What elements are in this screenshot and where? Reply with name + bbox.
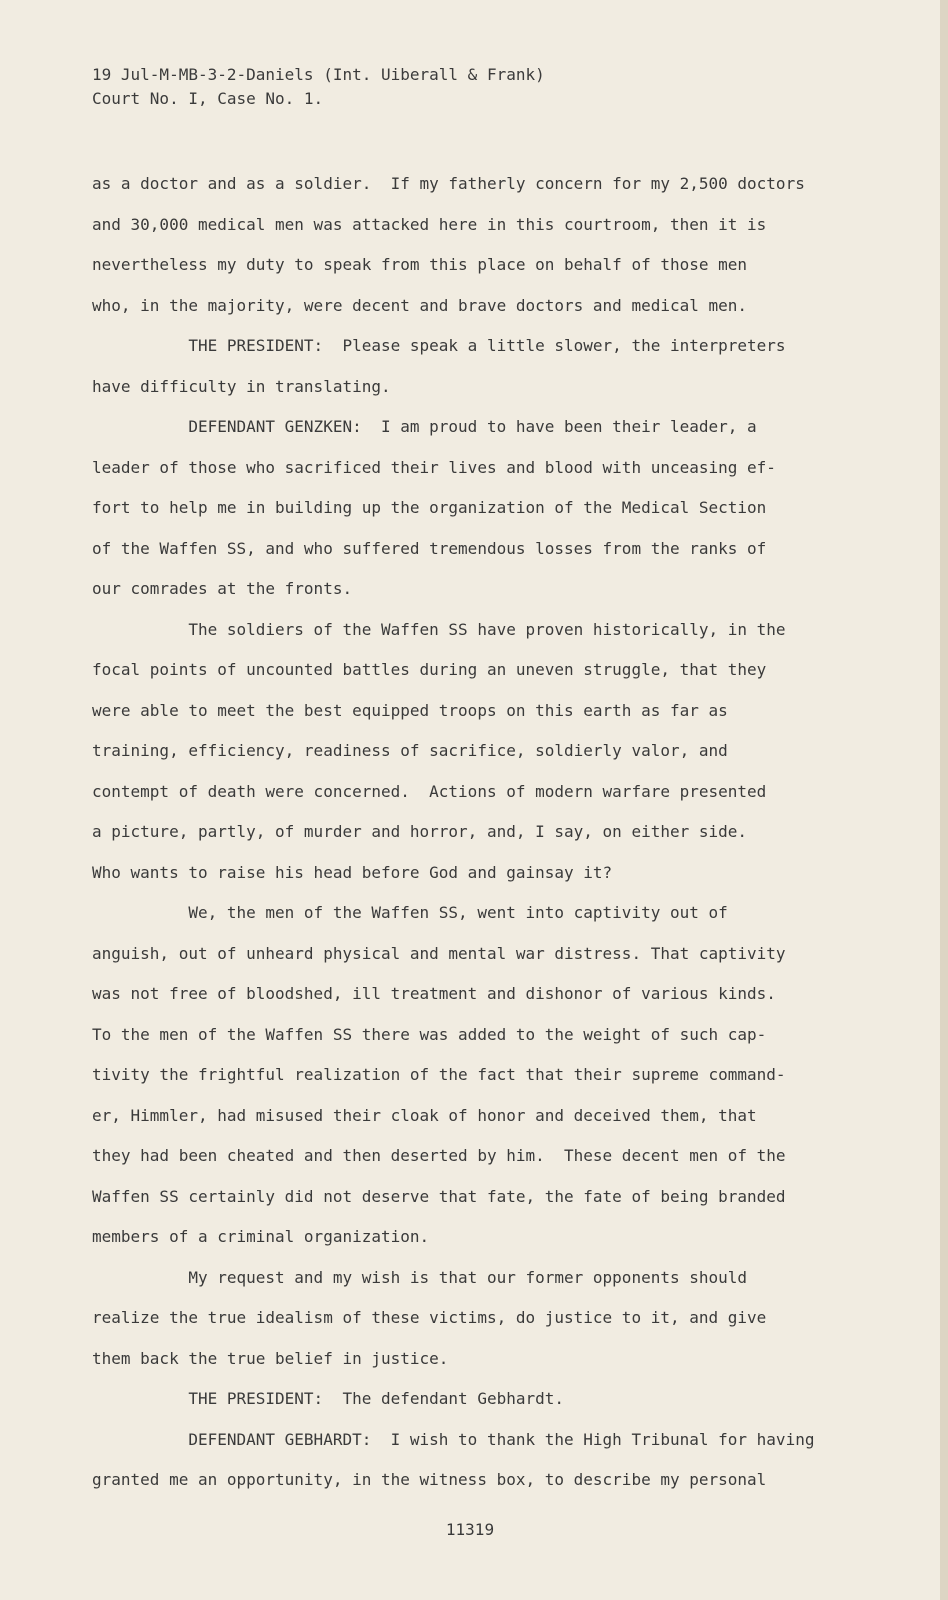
text-line: fort to help me in building up the organization of the Medical Section bbox=[92, 498, 767, 517]
text-line: nevertheless my duty to speak from this place on behalf of those men bbox=[92, 255, 748, 274]
text-line: as a doctor and as a soldier. If my fatherly concern for my 2,500 doctors bbox=[92, 174, 805, 193]
text-line: realize the true idealism of these victims, do justice to it, and give bbox=[92, 1308, 767, 1327]
text-line: who, in the majority, were decent and brave doctors and medical men. bbox=[92, 295, 748, 315]
text-line: were able to meet the best equipped troops on this earth as far as bbox=[92, 700, 728, 720]
text-line: a picture, partly, of murder and horror, and, I say, on either side. bbox=[92, 822, 748, 841]
header-line-1: 19 Jul-M-MB-3-2-Daniels (Int. Uiberall & Frank) bbox=[92, 65, 545, 84]
text-line: training, efficiency, readiness of sacrifice, soldierly valor, and bbox=[92, 741, 728, 760]
text-line: of the Waffen SS, and who suffered tremendous losses from the ranks of bbox=[92, 538, 767, 558]
transcript-header bbox=[92, 63, 545, 111]
text-line: and 30,000 medical men was attacked here in this courtroom, then it is bbox=[92, 214, 767, 234]
text-line: our comrades at the fronts. bbox=[92, 579, 353, 598]
text-line: have difficulty in translating. bbox=[92, 376, 391, 396]
text-line: My request and my wish is that our former opponents should bbox=[92, 1267, 748, 1287]
text-line: granted me an opportunity, in the witness box, to describe my personal bbox=[92, 1470, 767, 1489]
text-line: anguish, out of unheard physical and mental war distress. That captivity bbox=[92, 943, 786, 963]
text-line: DEFENDANT GENZKEN: I am proud to have been their leader, a bbox=[92, 417, 757, 436]
text-line: was not free of bloodshed, ill treatment and dishonor of various kinds. bbox=[92, 984, 776, 1003]
text-line: THE PRESIDENT: The defendant Gebhardt. bbox=[92, 1389, 565, 1408]
text-line: tivity the frightful realization of the fact that their supreme command- bbox=[92, 1065, 786, 1084]
text-line: Waffen SS certainly did not deserve that fate, the fate of being branded bbox=[92, 1186, 786, 1206]
text-line: members of a criminal organization. bbox=[92, 1227, 430, 1246]
text-line: they had been cheated and then deserted by him. These decent men of the bbox=[92, 1146, 786, 1165]
text-line: contempt of death were concerned. Actions of modern warfare presented bbox=[92, 781, 767, 801]
text-line: DEFENDANT GEBHARDT: I wish to thank the High Tribunal for having bbox=[92, 1429, 815, 1449]
text-line: focal points of uncounted battles during an uneven struggle, that they bbox=[92, 660, 767, 679]
text-line: We, the men of the Waffen SS, went into captivity out of bbox=[92, 903, 728, 922]
transcript-body bbox=[92, 164, 852, 1501]
text-line: leader of those who sacrificed their lives and blood with unceasing ef- bbox=[92, 457, 776, 477]
text-line: The soldiers of the Waffen SS have proven historically, in the bbox=[92, 619, 786, 639]
text-line: To the men of the Waffen SS there was added to the weight of such cap- bbox=[92, 1024, 767, 1044]
text-line: er, Himmler, had misused their cloak of honor and deceived them, that bbox=[92, 1105, 757, 1125]
text-line: Who wants to raise his head before God and gainsay it? bbox=[92, 862, 613, 882]
text-line: THE PRESIDENT: Please speak a little slower, the interpreters bbox=[92, 336, 786, 355]
text-line: them back the true belief in justice. bbox=[92, 1348, 449, 1368]
header-line-2: Court No. I, Case No. 1. bbox=[92, 89, 324, 108]
page-number: 11319 bbox=[445, 1520, 495, 1539]
